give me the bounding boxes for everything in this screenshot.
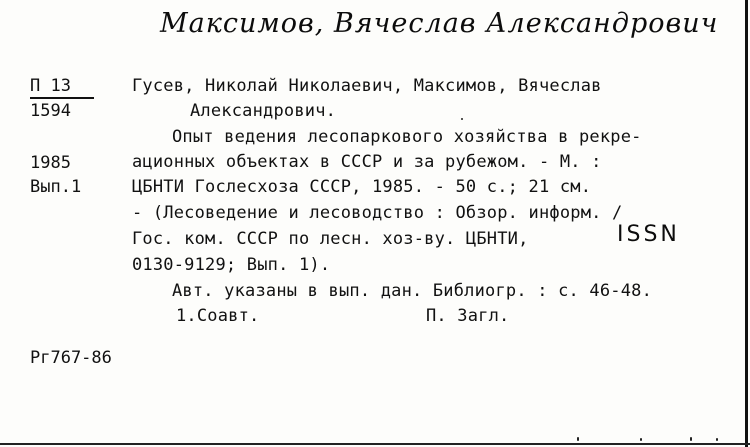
publication-year: 1985	[30, 153, 71, 173]
issue-number: Вып.1	[30, 177, 82, 197]
classification-bottom: 1594	[30, 101, 71, 121]
card-bottom-edge	[0, 443, 750, 445]
scan-speck	[461, 118, 463, 120]
card-right-edge	[745, 0, 748, 447]
scan-speck	[716, 438, 718, 441]
body-line-7: Гос. ком. СССР по лесн. хоз-ву. ЦБНТИ,	[132, 229, 529, 249]
body-line-9: Авт. указаны в вып. дан. Библиогр. : с. 46-48.	[172, 281, 653, 301]
body-line-8: 0130-9129; Вып. 1).	[132, 255, 331, 275]
body-line-1: Гусев, Николай Николаевич, Максимов, Вячеслав	[132, 76, 602, 96]
scan-speck	[577, 437, 579, 441]
body-line-3: Опыт ведения лесопаркового хозяйства в рекре-	[172, 127, 642, 147]
classification-top: П 13	[30, 76, 71, 96]
scan-speck	[640, 438, 642, 441]
body-line-11: П. Загл.	[426, 306, 510, 326]
handwritten-heading: Максимов, Вячеслав Александрович	[160, 8, 719, 39]
issn-handwritten: ISSN	[617, 222, 680, 247]
shelfmark: Рг767-86	[30, 348, 112, 368]
classification-divider	[30, 97, 94, 99]
body-line-10: 1.Соавт.	[176, 306, 260, 326]
body-line-5: ЦБНТИ Гослесхоза СССР, 1985. - 50 с.; 21 см.	[132, 177, 592, 197]
body-line-6: - (Лесоведение и лесоводство : Обзор. информ. /	[132, 203, 623, 223]
scan-speck	[690, 437, 692, 441]
body-line-2: Александрович.	[190, 101, 337, 121]
body-line-4: ационных объектах в СССР и за рубежом. - М. :	[132, 152, 602, 172]
